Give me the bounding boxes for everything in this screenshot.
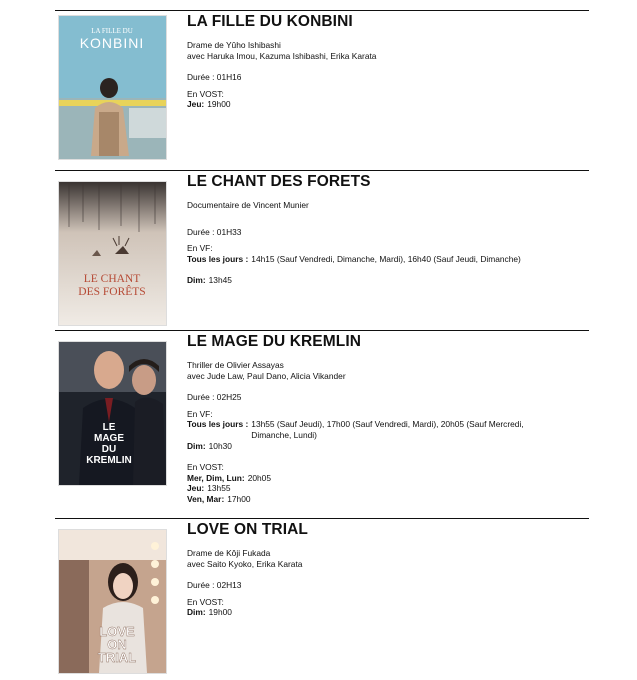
film-genre: Documentaire de Vincent Munier: [187, 200, 309, 210]
poster-line-2: KONBINI: [79, 35, 145, 51]
film-duration: Durée : 01H16: [187, 72, 242, 83]
schedule-row: Tous les jours : 13h55 (Sauf Jeudi), 17h00 (Sauf Vendredi, Mardi), 20h05 (Sauf Mercredi, Dimanche, Lundi): [187, 419, 524, 440]
poster-line-2: ON: [107, 637, 127, 652]
film-title: LE MAGE DU KREMLIN: [187, 333, 362, 350]
film-info: [187, 333, 589, 505]
schedule-row: Jeu: 19h00: [187, 99, 231, 110]
poster-line-3: TRIAL: [97, 650, 137, 665]
film-genre: Drame de Yûho Ishibashi: [187, 40, 281, 50]
film-version-vost: En VOST:: [187, 462, 224, 473]
poster-line-1: LOVE: [99, 624, 135, 639]
film-genre: Thriller de Olivier Assayas: [187, 360, 284, 370]
kremlin-poster: [59, 342, 166, 485]
forest-poster: [59, 182, 166, 325]
film-duration: Durée : 02H25: [187, 392, 242, 403]
film-entry-chant-des-forets: [55, 170, 589, 331]
schedule-row: Dim: 13h45: [187, 275, 232, 286]
poster-line-4: KREMLIN: [86, 455, 132, 466]
poster-line-1: LE CHANT: [83, 273, 141, 285]
film-info: [187, 173, 589, 286]
film-title: LE CHANT DES FORETS: [187, 173, 371, 190]
poster-line-2: MAGE: [94, 433, 124, 444]
film-title: LA FILLE DU KONBINI: [187, 13, 353, 30]
film-entry-konbini: [55, 10, 589, 171]
schedule-row: Ven, Mar: 17h00: [187, 493, 251, 504]
film-duration: Durée : 01H33: [187, 226, 242, 237]
poster-line-1: LA FILLE DU: [91, 27, 133, 35]
schedule-row: Tous les jours : 14h15 (Sauf Vendredi, Dimanche, Mardi), 16h40 (Sauf Jeudi, Dimanche): [187, 253, 521, 264]
schedule-row: Jeu: 13h55: [187, 483, 231, 494]
film-info: [187, 13, 589, 110]
poster-line-2: DES FORÊTS: [78, 286, 146, 298]
schedule-row: Dim: 10h30: [187, 440, 232, 451]
poster-line-3: DU: [101, 444, 117, 455]
film-entry-love-on-trial: [55, 518, 589, 679]
schedule-row: Dim: 19h00: [187, 607, 232, 618]
love-on-trial-poster: [59, 530, 166, 673]
film-genre: Drame de Kôji Fukada: [187, 548, 271, 558]
film-version: En VOST:: [187, 88, 224, 99]
film-entry-mage-du-kremlin: [55, 330, 589, 519]
film-info: [187, 521, 589, 618]
film-cast: avec Jude Law, Paul Dano, Alicia Vikander: [187, 370, 346, 381]
schedule-row: Mer, Dim, Lun: 20h05: [187, 472, 271, 483]
film-version: En VOST:: [187, 596, 224, 607]
konbini-poster: [59, 16, 166, 159]
film-title: LOVE ON TRIAL: [187, 521, 308, 538]
film-version: En VF:: [187, 408, 213, 419]
film-version: En VF:: [187, 243, 213, 254]
film-duration: Durée : 02H13: [187, 580, 242, 591]
film-cast: avec Haruka Imou, Kazuma Ishibashi, Erika Karata: [187, 50, 377, 61]
poster-line-1: LE: [102, 422, 116, 433]
film-cast: avec Saito Kyoko, Erika Karata: [187, 558, 303, 569]
